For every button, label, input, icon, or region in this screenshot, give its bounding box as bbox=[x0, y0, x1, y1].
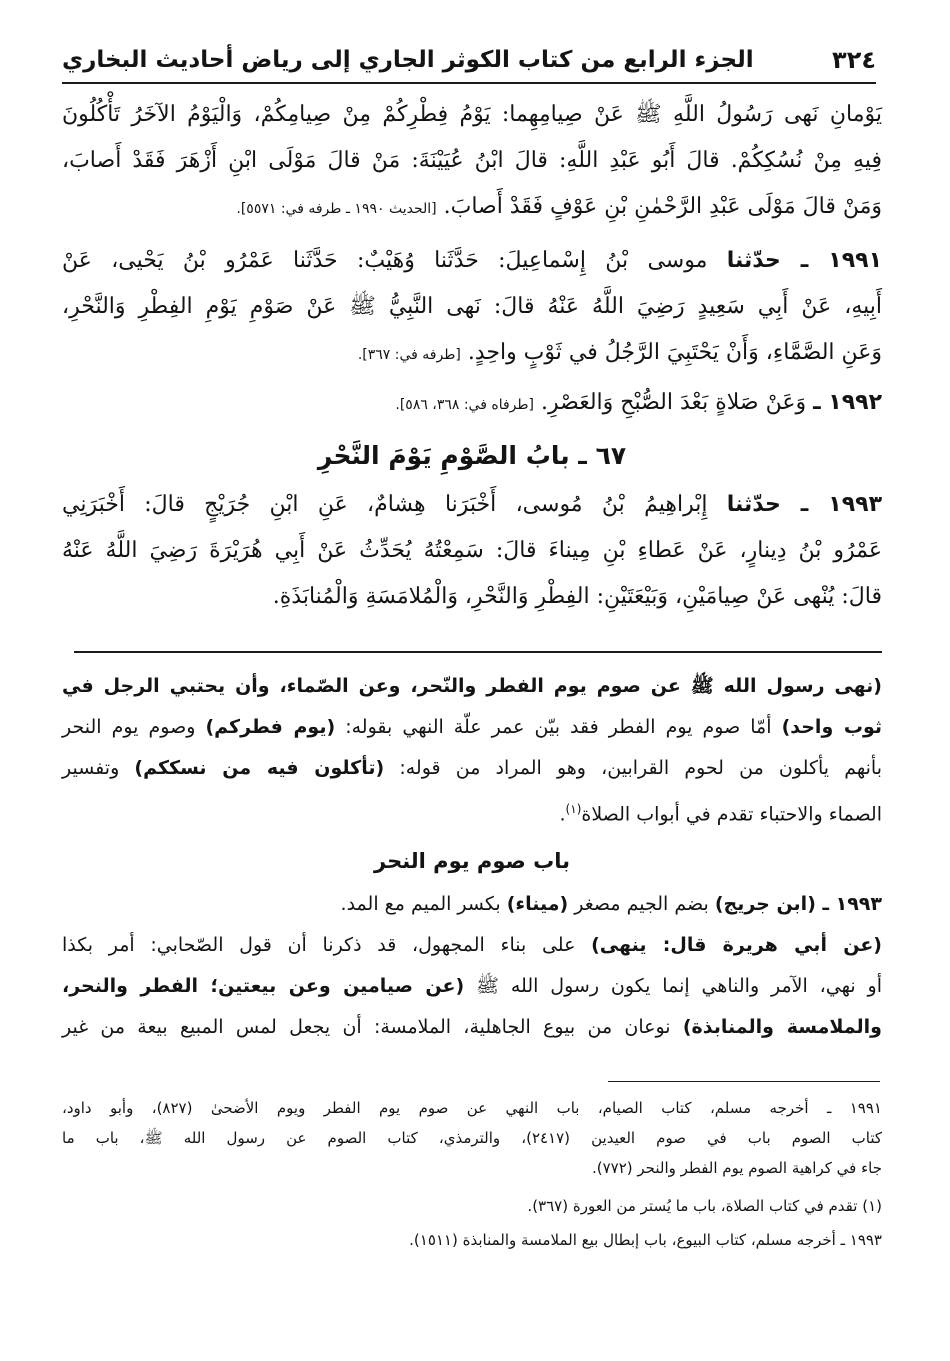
hadith-1993-line-2: عَمْرُو بْنُ دِينارٍ، عَنْ عَطاءِ بْنِ مِيناءَ قالَ: سَمِعْتُهُ يُحَدِّثُ عَنْ أَبِي هُرَيْرَةَ رَضِيَ اللَّهُ عَنْهُ bbox=[62, 538, 882, 563]
footnote-divider bbox=[608, 1081, 880, 1082]
footnotes-block bbox=[62, 1093, 882, 1255]
commentary-text-3a: بأنهم يأكلون من لحوم القرابين، وهو المراد من قوله: bbox=[399, 757, 882, 779]
commentary-line-6 bbox=[62, 925, 882, 966]
running-title: الجزء الرابع من كتاب الكوثر الجاري إلى رياض أحاديث البخاري bbox=[62, 47, 754, 73]
commentary-line-2 bbox=[62, 707, 882, 748]
hadith-1991-line-1 bbox=[62, 238, 882, 284]
hadith-1993-line-1 bbox=[62, 482, 882, 528]
footnote-1991-line-1: ١٩٩١ ـ أخرجه مسلم، كتاب الصيام، باب النهي عن صوم يوم الفطر ويوم الأضحىٰ (٨٢٧)، وأبو داود، bbox=[62, 1099, 882, 1117]
hadith-1992-line bbox=[62, 380, 882, 426]
commentary-text-8: نوعان من بيوع الجاهلية، الملامسة: أن يجعل لمس المبيع بيعة من غير bbox=[62, 1016, 671, 1038]
commentary-text-4: الصماء والاحتباء تقدم في أبواب الصلاة bbox=[581, 803, 882, 826]
hadith-1990-line-1: يَوْمانِ نَهى رَسُولُ اللَّهِ ﷺ عَنْ صِيامِهِما: يَوْمُ فِطْرِكُمْ مِنْ صِيامِكُمْ، وَالْيَوْمُ الآخَرُ تَأْكُلُونَ bbox=[62, 102, 882, 127]
commentary-text-3b: وتفسير bbox=[62, 757, 120, 779]
hadith-1993-text-1: إِبْراهِيمُ بْنُ مُوسى، أَخْبَرَنا هِشامٌ، عَنِ ابْنِ جُرَيْجٍ قالَ: أَخْبَرَنِي bbox=[62, 492, 708, 517]
hadith-1991-text-3: وَعَنِ الصَّمَّاءِ، وَأَنْ يَحْتَبِيَ الرَّجُلُ في ثَوْبٍ واحِدٍ. bbox=[467, 340, 882, 365]
commentary-quote-8: (عن صيامين وعن بيعتين؛ الفطر والنحر، bbox=[62, 975, 465, 997]
commentary-line-8 bbox=[62, 1007, 882, 1048]
hadith-1991-number: ١٩٩١ ـ حدّثنا bbox=[726, 248, 882, 273]
commentary-text-5b: بكسر الميم مع المد. bbox=[340, 893, 501, 915]
commentary-quote-5: ١٩٩٣ ـ (ابن جريج) bbox=[714, 893, 882, 915]
commentary-text-6: على بناء المجهول، قد ذكرنا أن قول الصّحابي: أمر بكذا bbox=[62, 934, 576, 956]
footnote-1991-line-3: جاء في كراهية الصوم يوم الفطر والنحر (٧٧٢). bbox=[591, 1159, 882, 1177]
commentary-quote-9: والملامسة والمنابذة) bbox=[682, 1016, 882, 1038]
hadith-1990-ref: [الحديث ١٩٩٠ ـ طرفه في: ٥٥٧١]. bbox=[236, 201, 437, 217]
footnote-1: (١) تقدم في كتاب الصلاة، باب ما يُستر من العورة (٣٦٧). bbox=[527, 1197, 882, 1215]
commentary-quote-7: (عن أبي هريرة قال: ينهى) bbox=[591, 934, 882, 956]
hadith-1990-line-2: فِيهِ مِنْ نُسُكِكُمْ. قالَ أَبُو عَبْدِ اللَّهِ: قالَ ابْنُ عُيَيْنَةَ: مَنْ قالَ مَوْلَى ابْنِ أَزْهَرَ فَقَدْ أَصابَ، bbox=[62, 148, 882, 173]
hadith-1991-text-1: موسى بْنُ إِسْماعِيلَ: حَدَّثَنا وُهَيْبٌ: حَدَّثَنا عَمْرُو بْنُ يَحْيى، عَنْ bbox=[62, 248, 708, 273]
commentary-line-4: الصماء والاحتباء تقدم في أبواب الصلاة$^{(١)}$. bbox=[559, 802, 882, 826]
commentary-subheading: باب صوم يوم النحر bbox=[374, 849, 570, 873]
hadith-text-block bbox=[62, 92, 882, 620]
hadith-1991-line-2: أَبِيهِ، عَنْ أَبِي سَعِيدٍ رَضِيَ اللَّهُ عَنْهُ قالَ: نَهى النَّبِيُّ ﷺ عَنْ صَوْمِ يَوْمِ الفِطْرِ وَالنَّحْرِ، bbox=[62, 294, 882, 319]
hadith-1992-text: وَعَنْ صَلاةٍ بَعْدَ الصُّبْحِ وَالعَصْرِ. bbox=[541, 390, 807, 415]
page-header bbox=[62, 38, 876, 84]
section-divider bbox=[74, 651, 882, 653]
commentary-quote-1: (نهى رسول الله ﷺ عن صوم يوم الفطر والنّحر، وعن الصّماء، وأن يحتبي الرجل في bbox=[62, 675, 882, 697]
hadith-1992-number: ١٩٩٢ ـ bbox=[813, 390, 882, 415]
chapter-heading: ٦٧ ـ بابُ الصَّوْمِ يَوْمَ النَّحْرِ bbox=[317, 441, 627, 470]
footnote-ref-1[interactable]: (١) bbox=[565, 802, 582, 816]
commentary-line-7 bbox=[62, 966, 882, 1007]
hadith-1993-number: ١٩٩٣ ـ حدّثنا bbox=[726, 492, 883, 517]
commentary-quote-2: ثوب واحد) bbox=[781, 716, 883, 738]
commentary-block bbox=[62, 666, 882, 1048]
hadith-1990-text: وَمَنْ قالَ مَوْلَى عَبْدِ الرَّحْمٰنِ بْنِ عَوْفٍ فَقَدْ أَصابَ. bbox=[443, 194, 882, 219]
commentary-line-1 bbox=[62, 666, 882, 707]
hadith-1991-line-3 bbox=[62, 330, 882, 376]
footnote-1993: ١٩٩٣ ـ أخرجه مسلم، كتاب البيوع، باب إبطال بيع الملامسة والمنابذة (١٥١١). bbox=[409, 1231, 882, 1249]
footnote-1991-line-2: كتاب الصوم باب في صوم العيدين (٢٤١٧)، والترمذي، كتاب الصوم عن رسول الله ﷺ، باب ما bbox=[62, 1129, 882, 1147]
commentary-quote-6: (ميناء) bbox=[506, 893, 569, 915]
commentary-line-3 bbox=[62, 748, 882, 789]
page-number: ٣٢٤ bbox=[832, 46, 876, 74]
hadith-1991-ref: [طرفه في: ٣٦٧]. bbox=[357, 347, 461, 363]
hadith-1992-ref: [طرفاه في: ٣٦٨، ٥٨٦]. bbox=[395, 397, 534, 413]
hadith-1993-line-3: قالَ: يُنْهى عَنْ صِيامَيْنِ، وَبَيْعَتَيْنِ: الفِطْرِ وَالنَّحْرِ، وَالْمُلامَسَةِ وَالْمُنابَذَةِ. bbox=[272, 584, 882, 609]
commentary-quote-4: (تأكلون فيه من نسككم) bbox=[134, 757, 385, 779]
hadith-1990-line-3 bbox=[62, 184, 882, 230]
commentary-text-5a: بضم الجيم مصغر bbox=[574, 893, 709, 915]
commentary-text-2b: وصوم يوم النحر bbox=[62, 716, 196, 738]
commentary-quote-3: (يوم فطركم) bbox=[205, 716, 336, 738]
commentary-text-7: أو نهي، الآمر والناهي إنما يكون رسول الله ﷺ bbox=[476, 975, 882, 997]
commentary-text-2a: أمّا صوم يوم الفطر فقد بيّن عمر علّة النهي بقوله: bbox=[345, 716, 772, 738]
commentary-line-5 bbox=[62, 884, 882, 925]
